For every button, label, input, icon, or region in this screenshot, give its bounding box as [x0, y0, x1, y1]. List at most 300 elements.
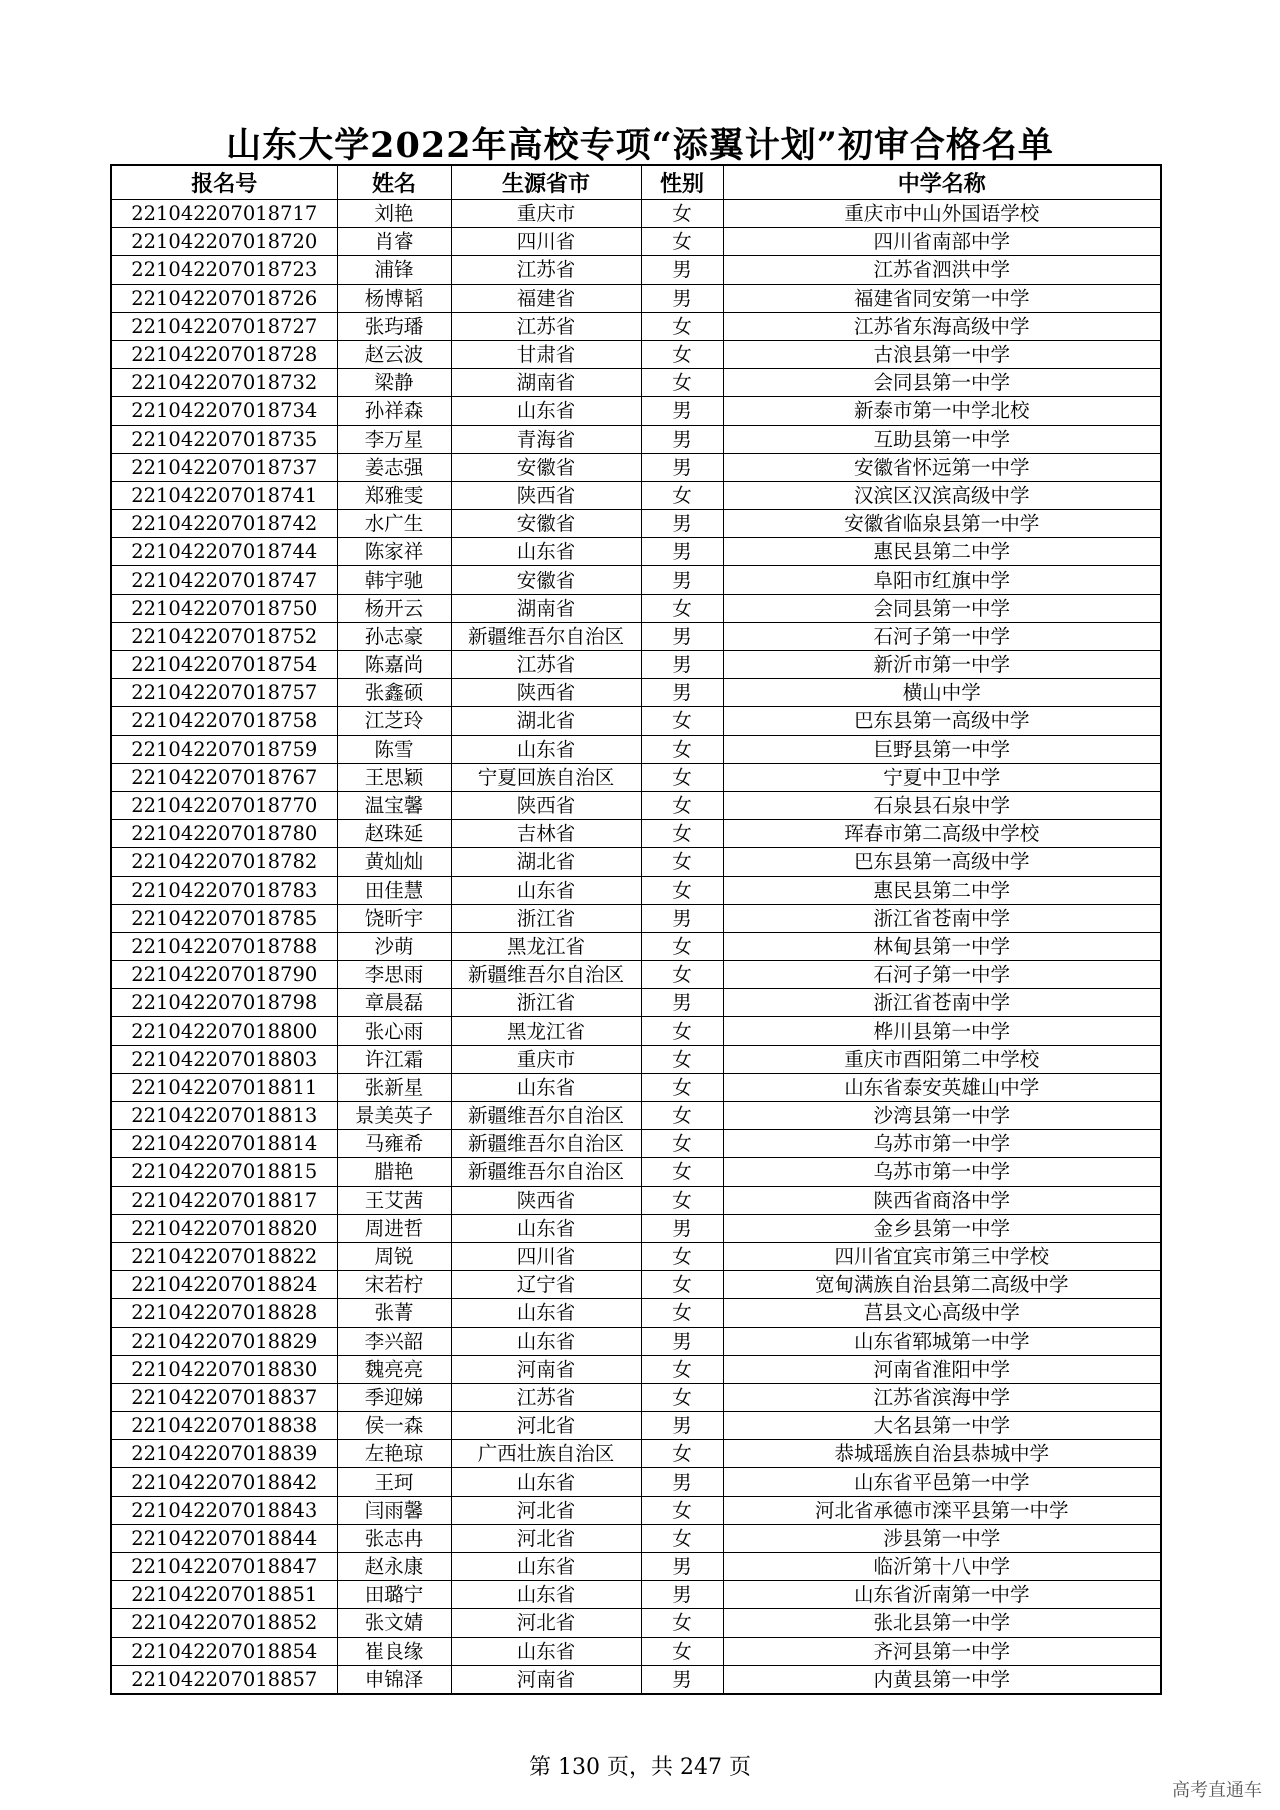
table-row — [111, 1665, 1161, 1694]
cell-registration-number: 221042207018798 — [111, 989, 337, 1017]
cell-gender: 女 — [641, 1440, 723, 1468]
cell-school: 沙湾县第一中学 — [723, 1102, 1161, 1130]
table-row — [111, 481, 1161, 509]
cell-gender: 男 — [641, 256, 723, 284]
cell-gender: 女 — [641, 1242, 723, 1270]
table-row — [111, 397, 1161, 425]
cell-school: 新沂市第一中学 — [723, 651, 1161, 679]
table-row — [111, 340, 1161, 368]
cell-school: 齐河县第一中学 — [723, 1637, 1161, 1665]
cell-province: 辽宁省 — [451, 1271, 641, 1299]
table-row — [111, 594, 1161, 622]
table-row — [111, 256, 1161, 284]
cell-name: 韩宇驰 — [337, 566, 451, 594]
cell-school: 临沂第十八中学 — [723, 1553, 1161, 1581]
cell-name: 陈雪 — [337, 735, 451, 763]
cell-school: 内黄县第一中学 — [723, 1665, 1161, 1694]
cell-province: 新疆维吾尔自治区 — [451, 1102, 641, 1130]
table-row — [111, 1412, 1161, 1440]
cell-name: 温宝馨 — [337, 791, 451, 819]
cell-name: 宋若柠 — [337, 1271, 451, 1299]
cell-name: 张菁 — [337, 1299, 451, 1327]
cell-name: 饶昕宇 — [337, 904, 451, 932]
cell-name: 崔良缘 — [337, 1637, 451, 1665]
cell-gender: 女 — [641, 200, 723, 228]
cell-school: 巨野县第一中学 — [723, 735, 1161, 763]
cell-gender: 女 — [641, 594, 723, 622]
cell-registration-number: 221042207018830 — [111, 1355, 337, 1383]
document-title: 山东大学2022年高校专项“添翼计划”初审合格名单 — [226, 125, 1054, 166]
cell-name: 周进哲 — [337, 1214, 451, 1242]
cell-name: 马雍希 — [337, 1130, 451, 1158]
cell-gender: 女 — [641, 1073, 723, 1101]
cell-name: 黄灿灿 — [337, 848, 451, 876]
cell-gender: 男 — [641, 651, 723, 679]
cell-province: 山东省 — [451, 1299, 641, 1327]
cell-province: 浙江省 — [451, 904, 641, 932]
cell-province: 青海省 — [451, 425, 641, 453]
table-row — [111, 989, 1161, 1017]
cell-registration-number: 221042207018851 — [111, 1581, 337, 1609]
cell-school: 四川省南部中学 — [723, 228, 1161, 256]
cell-province: 山东省 — [451, 538, 641, 566]
cell-gender: 女 — [641, 1045, 723, 1073]
header-name: 姓名 — [337, 165, 451, 200]
cell-registration-number: 221042207018780 — [111, 820, 337, 848]
table-row — [111, 1327, 1161, 1355]
cell-school: 恭城瑶族自治县恭城中学 — [723, 1440, 1161, 1468]
cell-province: 湖南省 — [451, 369, 641, 397]
cell-name: 陈嘉尚 — [337, 651, 451, 679]
cell-school: 安徽省怀远第一中学 — [723, 453, 1161, 481]
cell-name: 浦锋 — [337, 256, 451, 284]
cell-school: 陕西省商洛中学 — [723, 1186, 1161, 1214]
cell-gender: 男 — [641, 538, 723, 566]
cell-province: 江苏省 — [451, 1383, 641, 1411]
cell-name: 李思雨 — [337, 961, 451, 989]
cell-registration-number: 221042207018817 — [111, 1186, 337, 1214]
cell-province: 新疆维吾尔自治区 — [451, 1158, 641, 1186]
table-row — [111, 1553, 1161, 1581]
table-row — [111, 848, 1161, 876]
cell-school: 宁夏中卫中学 — [723, 763, 1161, 791]
cell-gender: 女 — [641, 1130, 723, 1158]
cell-province: 山东省 — [451, 1073, 641, 1101]
cell-registration-number: 221042207018852 — [111, 1609, 337, 1637]
cell-province: 河北省 — [451, 1524, 641, 1552]
cell-gender: 女 — [641, 1355, 723, 1383]
cell-school: 巴东县第一高级中学 — [723, 848, 1161, 876]
table-row — [111, 1440, 1161, 1468]
table-row — [111, 622, 1161, 650]
cell-province: 新疆维吾尔自治区 — [451, 961, 641, 989]
table-row — [111, 1158, 1161, 1186]
cell-gender: 男 — [641, 1412, 723, 1440]
roster-table — [110, 164, 1162, 1695]
cell-name: 景美英子 — [337, 1102, 451, 1130]
cell-province: 吉林省 — [451, 820, 641, 848]
cell-registration-number: 221042207018854 — [111, 1637, 337, 1665]
cell-name: 杨博韬 — [337, 284, 451, 312]
cell-gender: 男 — [641, 904, 723, 932]
cell-province: 安徽省 — [451, 453, 641, 481]
cell-gender: 男 — [641, 397, 723, 425]
cell-gender: 男 — [641, 566, 723, 594]
cell-school: 张北县第一中学 — [723, 1609, 1161, 1637]
cell-school: 古浪县第一中学 — [723, 340, 1161, 368]
cell-gender: 女 — [641, 1299, 723, 1327]
cell-gender: 女 — [641, 763, 723, 791]
cell-registration-number: 221042207018803 — [111, 1045, 337, 1073]
watermark: 高考直通车 — [1172, 1780, 1262, 1801]
cell-name: 赵永康 — [337, 1553, 451, 1581]
cell-school: 江苏省泗洪中学 — [723, 256, 1161, 284]
cell-province: 山东省 — [451, 1637, 641, 1665]
cell-school: 山东省沂南第一中学 — [723, 1581, 1161, 1609]
cell-name: 水广生 — [337, 510, 451, 538]
cell-registration-number: 221042207018735 — [111, 425, 337, 453]
cell-province: 湖北省 — [451, 707, 641, 735]
cell-name: 杨开云 — [337, 594, 451, 622]
cell-registration-number: 221042207018723 — [111, 256, 337, 284]
cell-school: 新泰市第一中学北校 — [723, 397, 1161, 425]
cell-registration-number: 221042207018857 — [111, 1665, 337, 1694]
table-row — [111, 200, 1161, 228]
cell-gender: 女 — [641, 876, 723, 904]
header-registration-number: 报名号 — [111, 165, 337, 200]
cell-gender: 男 — [641, 1665, 723, 1694]
cell-province: 浙江省 — [451, 989, 641, 1017]
cell-school: 重庆市中山外国语学校 — [723, 200, 1161, 228]
cell-name: 沙萌 — [337, 932, 451, 960]
cell-registration-number: 221042207018728 — [111, 340, 337, 368]
cell-gender: 男 — [641, 989, 723, 1017]
cell-province: 山东省 — [451, 876, 641, 904]
cell-school: 浙江省苍南中学 — [723, 989, 1161, 1017]
table-row — [111, 1102, 1161, 1130]
table-header-row — [111, 165, 1161, 200]
cell-province: 江苏省 — [451, 312, 641, 340]
cell-province: 四川省 — [451, 228, 641, 256]
cell-province: 河南省 — [451, 1665, 641, 1694]
table-row — [111, 1609, 1161, 1637]
cell-province: 新疆维吾尔自治区 — [451, 622, 641, 650]
cell-gender: 女 — [641, 1496, 723, 1524]
table-row — [111, 1496, 1161, 1524]
cell-school: 江苏省东海高级中学 — [723, 312, 1161, 340]
table-row — [111, 763, 1161, 791]
cell-gender: 女 — [641, 369, 723, 397]
cell-name: 江芝玲 — [337, 707, 451, 735]
cell-registration-number: 221042207018741 — [111, 481, 337, 509]
cell-name: 申锦泽 — [337, 1665, 451, 1694]
cell-registration-number: 221042207018737 — [111, 453, 337, 481]
header-gender: 性别 — [641, 165, 723, 200]
table-row — [111, 735, 1161, 763]
table-row — [111, 228, 1161, 256]
table-row — [111, 820, 1161, 848]
cell-province: 重庆市 — [451, 200, 641, 228]
table-row — [111, 510, 1161, 538]
cell-gender: 女 — [641, 1609, 723, 1637]
cell-school: 石河子第一中学 — [723, 622, 1161, 650]
cell-school: 汉滨区汉滨高级中学 — [723, 481, 1161, 509]
cell-province: 广西壮族自治区 — [451, 1440, 641, 1468]
table-row — [111, 791, 1161, 819]
table-row — [111, 1581, 1161, 1609]
cell-school: 浙江省苍南中学 — [723, 904, 1161, 932]
cell-name: 李兴韶 — [337, 1327, 451, 1355]
cell-school: 林甸县第一中学 — [723, 932, 1161, 960]
cell-registration-number: 221042207018726 — [111, 284, 337, 312]
cell-registration-number: 221042207018843 — [111, 1496, 337, 1524]
cell-name: 张玙璠 — [337, 312, 451, 340]
cell-gender: 男 — [641, 425, 723, 453]
cell-school: 四川省宜宾市第三中学校 — [723, 1242, 1161, 1270]
cell-name: 李万星 — [337, 425, 451, 453]
cell-school: 桦川县第一中学 — [723, 1017, 1161, 1045]
cell-school: 惠民县第二中学 — [723, 876, 1161, 904]
cell-province: 河北省 — [451, 1609, 641, 1637]
table-row — [111, 566, 1161, 594]
cell-name: 许江霜 — [337, 1045, 451, 1073]
cell-gender: 男 — [641, 622, 723, 650]
cell-province: 山东省 — [451, 735, 641, 763]
cell-registration-number: 221042207018744 — [111, 538, 337, 566]
cell-school: 大名县第一中学 — [723, 1412, 1161, 1440]
cell-school: 河北省承德市滦平县第一中学 — [723, 1496, 1161, 1524]
cell-school: 山东省泰安英雄山中学 — [723, 1073, 1161, 1101]
cell-gender: 男 — [641, 1327, 723, 1355]
cell-school: 福建省同安第一中学 — [723, 284, 1161, 312]
cell-name: 腊艳 — [337, 1158, 451, 1186]
table-row — [111, 1299, 1161, 1327]
cell-name: 季迎娣 — [337, 1383, 451, 1411]
table-row — [111, 453, 1161, 481]
cell-name: 张新星 — [337, 1073, 451, 1101]
cell-name: 张志冉 — [337, 1524, 451, 1552]
cell-gender: 女 — [641, 961, 723, 989]
cell-school: 乌苏市第一中学 — [723, 1158, 1161, 1186]
cell-name: 赵云波 — [337, 340, 451, 368]
cell-registration-number: 221042207018783 — [111, 876, 337, 904]
cell-name: 闫雨馨 — [337, 1496, 451, 1524]
cell-province: 安徽省 — [451, 566, 641, 594]
cell-registration-number: 221042207018742 — [111, 510, 337, 538]
cell-province: 河北省 — [451, 1496, 641, 1524]
cell-school: 乌苏市第一中学 — [723, 1130, 1161, 1158]
cell-province: 重庆市 — [451, 1045, 641, 1073]
table-row — [111, 1045, 1161, 1073]
table-row — [111, 932, 1161, 960]
cell-registration-number: 221042207018828 — [111, 1299, 337, 1327]
cell-name: 张心雨 — [337, 1017, 451, 1045]
cell-gender: 女 — [641, 735, 723, 763]
cell-province: 福建省 — [451, 284, 641, 312]
cell-school: 重庆市酉阳第二中学校 — [723, 1045, 1161, 1073]
table-row — [111, 1017, 1161, 1045]
cell-gender: 女 — [641, 1158, 723, 1186]
cell-registration-number: 221042207018747 — [111, 566, 337, 594]
cell-gender: 女 — [641, 791, 723, 819]
cell-registration-number: 221042207018759 — [111, 735, 337, 763]
cell-province: 河南省 — [451, 1355, 641, 1383]
cell-gender: 女 — [641, 312, 723, 340]
cell-province: 黑龙江省 — [451, 1017, 641, 1045]
cell-gender: 女 — [641, 1524, 723, 1552]
table-row — [111, 1130, 1161, 1158]
cell-name: 王珂 — [337, 1468, 451, 1496]
table-row — [111, 1214, 1161, 1242]
table-row — [111, 1355, 1161, 1383]
table-row — [111, 679, 1161, 707]
cell-gender: 女 — [641, 481, 723, 509]
cell-province: 安徽省 — [451, 510, 641, 538]
cell-gender: 男 — [641, 453, 723, 481]
cell-name: 田璐宁 — [337, 1581, 451, 1609]
table-row — [111, 538, 1161, 566]
cell-registration-number: 221042207018754 — [111, 651, 337, 679]
cell-name: 姜志强 — [337, 453, 451, 481]
cell-province: 新疆维吾尔自治区 — [451, 1130, 641, 1158]
cell-school: 莒县文心高级中学 — [723, 1299, 1161, 1327]
cell-registration-number: 221042207018800 — [111, 1017, 337, 1045]
cell-name: 刘艳 — [337, 200, 451, 228]
cell-province: 山东省 — [451, 1553, 641, 1581]
cell-school: 横山中学 — [723, 679, 1161, 707]
cell-registration-number: 221042207018717 — [111, 200, 337, 228]
cell-gender: 女 — [641, 820, 723, 848]
cell-name: 陈家祥 — [337, 538, 451, 566]
cell-registration-number: 221042207018842 — [111, 1468, 337, 1496]
cell-province: 宁夏回族自治区 — [451, 763, 641, 791]
cell-registration-number: 221042207018732 — [111, 369, 337, 397]
cell-registration-number: 221042207018844 — [111, 1524, 337, 1552]
table-row — [111, 312, 1161, 340]
cell-school: 涉县第一中学 — [723, 1524, 1161, 1552]
table-body — [111, 200, 1161, 1694]
cell-name: 侯一森 — [337, 1412, 451, 1440]
cell-registration-number: 221042207018767 — [111, 763, 337, 791]
cell-school: 阜阳市红旗中学 — [723, 566, 1161, 594]
cell-gender: 男 — [641, 1581, 723, 1609]
cell-name: 张鑫硕 — [337, 679, 451, 707]
cell-registration-number: 221042207018829 — [111, 1327, 337, 1355]
cell-gender: 男 — [641, 284, 723, 312]
cell-gender: 男 — [641, 1468, 723, 1496]
table-row — [111, 1637, 1161, 1665]
table-row — [111, 707, 1161, 735]
cell-registration-number: 221042207018758 — [111, 707, 337, 735]
cell-province: 陕西省 — [451, 791, 641, 819]
cell-gender: 男 — [641, 679, 723, 707]
cell-registration-number: 221042207018727 — [111, 312, 337, 340]
cell-registration-number: 221042207018820 — [111, 1214, 337, 1242]
cell-gender: 女 — [641, 1102, 723, 1130]
cell-gender: 女 — [641, 1383, 723, 1411]
table-row — [111, 876, 1161, 904]
cell-school: 安徽省临泉县第一中学 — [723, 510, 1161, 538]
table-row — [111, 369, 1161, 397]
cell-registration-number: 221042207018782 — [111, 848, 337, 876]
cell-gender: 男 — [641, 1214, 723, 1242]
header-province: 生源省市 — [451, 165, 641, 200]
cell-registration-number: 221042207018815 — [111, 1158, 337, 1186]
cell-name: 梁静 — [337, 369, 451, 397]
cell-school: 金乡县第一中学 — [723, 1214, 1161, 1242]
cell-registration-number: 221042207018757 — [111, 679, 337, 707]
cell-name: 周锐 — [337, 1242, 451, 1270]
cell-school: 巴东县第一高级中学 — [723, 707, 1161, 735]
table-row — [111, 651, 1161, 679]
cell-school: 惠民县第二中学 — [723, 538, 1161, 566]
table-row — [111, 425, 1161, 453]
cell-province: 江苏省 — [451, 651, 641, 679]
cell-province: 山东省 — [451, 1327, 641, 1355]
cell-name: 张文婧 — [337, 1609, 451, 1637]
cell-province: 黑龙江省 — [451, 932, 641, 960]
cell-registration-number: 221042207018770 — [111, 791, 337, 819]
table-row — [111, 1383, 1161, 1411]
cell-school: 互助县第一中学 — [723, 425, 1161, 453]
cell-school: 山东省郓城第一中学 — [723, 1327, 1161, 1355]
cell-province: 河北省 — [451, 1412, 641, 1440]
cell-name: 赵珠延 — [337, 820, 451, 848]
page-footer: 第 130 页，共 247 页 — [529, 1755, 751, 1780]
cell-registration-number: 221042207018822 — [111, 1242, 337, 1270]
cell-school: 石河子第一中学 — [723, 961, 1161, 989]
cell-gender: 女 — [641, 340, 723, 368]
cell-school: 会同县第一中学 — [723, 594, 1161, 622]
cell-name: 王艾茜 — [337, 1186, 451, 1214]
table-row — [111, 1468, 1161, 1496]
cell-name: 孙志豪 — [337, 622, 451, 650]
cell-name: 田佳慧 — [337, 876, 451, 904]
cell-province: 陕西省 — [451, 1186, 641, 1214]
cell-gender: 女 — [641, 1637, 723, 1665]
cell-province: 甘肃省 — [451, 340, 641, 368]
header-school: 中学名称 — [723, 165, 1161, 200]
cell-gender: 女 — [641, 932, 723, 960]
cell-gender: 女 — [641, 1017, 723, 1045]
cell-registration-number: 221042207018811 — [111, 1073, 337, 1101]
cell-registration-number: 221042207018734 — [111, 397, 337, 425]
cell-school: 山东省平邑第一中学 — [723, 1468, 1161, 1496]
cell-gender: 男 — [641, 510, 723, 538]
cell-gender: 女 — [641, 848, 723, 876]
cell-school: 石泉县石泉中学 — [723, 791, 1161, 819]
cell-school: 会同县第一中学 — [723, 369, 1161, 397]
cell-gender: 男 — [641, 1553, 723, 1581]
table-row — [111, 961, 1161, 989]
cell-registration-number: 221042207018847 — [111, 1553, 337, 1581]
table-row — [111, 1271, 1161, 1299]
cell-name: 孙祥森 — [337, 397, 451, 425]
table-row — [111, 1186, 1161, 1214]
cell-name: 左艳琼 — [337, 1440, 451, 1468]
table-row — [111, 1242, 1161, 1270]
cell-registration-number: 221042207018720 — [111, 228, 337, 256]
cell-registration-number: 221042207018837 — [111, 1383, 337, 1411]
cell-registration-number: 221042207018839 — [111, 1440, 337, 1468]
cell-province: 山东省 — [451, 1468, 641, 1496]
cell-gender: 女 — [641, 707, 723, 735]
table-row — [111, 1524, 1161, 1552]
cell-province: 山东省 — [451, 1581, 641, 1609]
cell-registration-number: 221042207018790 — [111, 961, 337, 989]
table-row — [111, 284, 1161, 312]
cell-school: 宽甸满族自治县第二高级中学 — [723, 1271, 1161, 1299]
